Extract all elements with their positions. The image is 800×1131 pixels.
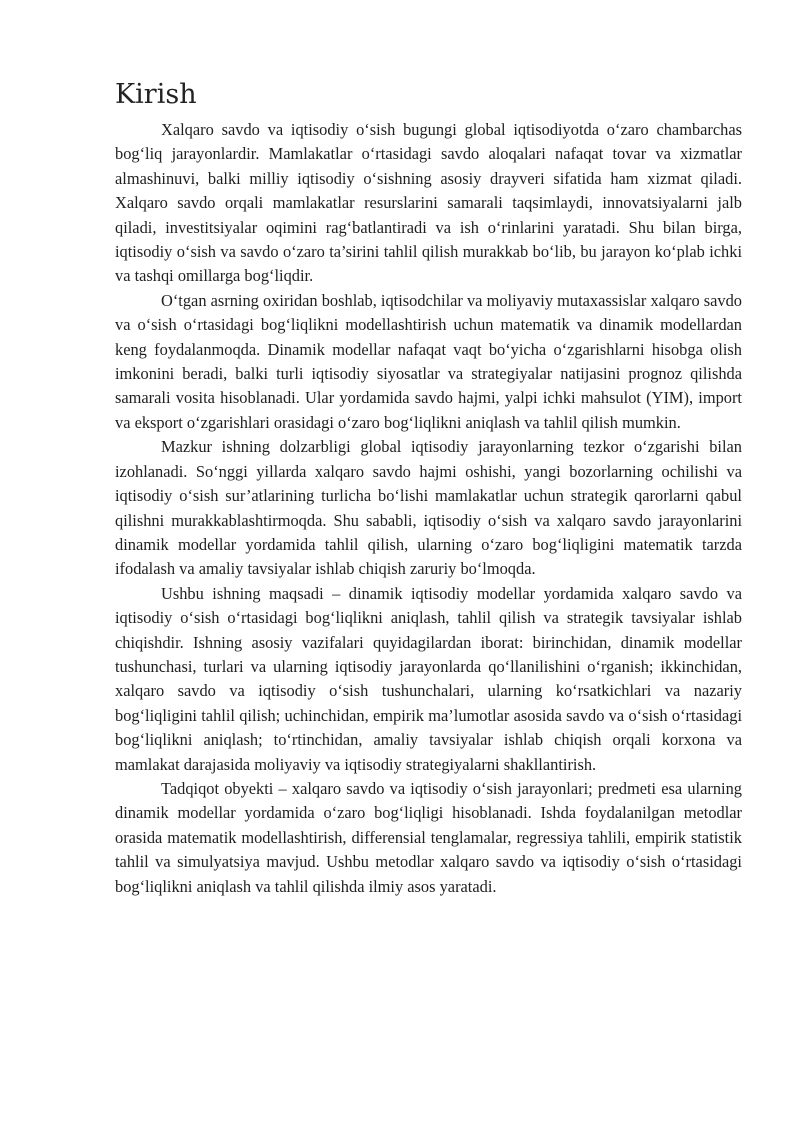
paragraph-intro: Xalqaro savdo va iqtisodiy o‘sish bugungi global iqtisodiyotda o‘zaro chambarchas bog‘liq jarayonlardir. Mamlakatlar o‘rtasidagi savdo aloqalari nafaqat tovar va xizmatlar almashinuvi, balki milliy iqtisodiy o‘sishning asosiy drayveri sifatida ham xizmat qiladi. Xalqaro savdo orqali mamlakatlar resurslarini samarali taqsimlaydi, innovatsiyalarni jalb qiladi, investitsiyalar oqimini rag‘batlantiradi va ish o‘rinlarini yaratadi. Shu bilan birga, iqtisodiy o‘sish va savdo o‘zaro ta’sirini tahlil qilish murakkab bo‘lib, bu jarayon ko‘plab ichki va tashqi omillarga bog‘liqdir.	[115, 120, 742, 286]
paragraph-relevance: Mazkur ishning dolzarbligi global iqtisodiy jarayonlarning tezkor o‘zgarishi bilan izohlanadi. So‘nggi yillarda xalqaro savdo hajmi oshishi, yangi bozorlarning ochilishi va iqtisodiy o‘sish sur’atlarining turlicha bo‘lishi mamlakatlar uchun strategik qarorlarni qabul qilishni murakkablashtirmoqda. Shu sababli, iqtisodiy o‘sish va xalqaro savdo jarayonlarini dinamik modellar yordamida tahlil qilish, ularning o‘zaro bog‘liqligini matematik tarzda ifodalash va amaliy tavsiyalar ishlab chiqish zaruriy bo‘lmoqda.	[115, 437, 742, 579]
document-page	[115, 76, 742, 899]
paragraph-goal: Ushbu ishning maqsadi – dinamik iqtisodiy modellar yordamida xalqaro savdo va iqtisodiy o‘sish o‘rtasidagi bog‘liqlikni aniqlash, tahlil qilish va strategik tavsiyalar ishlab chiqishdir. Ishning asosiy vazifalari quyidagilardan iborat: birinchidan, dinamik modellar tushunchasi, turlari va ularning iqtisodiy jarayonlarda qo‘llanilishini o‘rganish; ikkinchidan, xalqaro savdo va iqtisodiy o‘sish tushunchalari, ularning ko‘rsatkichlari va nazariy bog‘liqligini tahlil qilish; uchinchidan, empirik ma’lumotlar asosida savdo va o‘sish o‘rtasidagi bog‘liqlikni aniqlash; to‘rtinchidan, amaliy tavsiyalar ishlab chiqish orqali korxona va mamlakat darajasida moliyaviy va iqtisodiy strategiyalarni shakllantirish.	[115, 583, 742, 774]
paragraph-object: Tadqiqot obyekti – xalqaro savdo va iqtisodiy o‘sish jarayonlari; predmeti esa ularning dinamik modellar yordamida o‘zaro bog‘liqligi hisoblanadi. Ishda foydalanilgan metodlar orasida matematik modellashtirish, differensial tenglamalar, regressiya tahlili, empirik statistik tahlil va simulyatsiya mavjud. Ushbu metodlar xalqaro savdo va iqtisodiy o‘sish o‘rtasidagi bog‘liqlikni aniqlash va tahlil qilishda ilmiy asos yaratadi.	[115, 778, 742, 896]
paragraph-models: O‘tgan asrning oxiridan boshlab, iqtisodchilar va moliyaviy mutaxassislar xalqaro savdo va o‘sish o‘rtasidagi bog‘liqlikni modellashtirish uchun matematik va dinamik modellardan keng foydalanmoqda. Dinamik modellar nafaqat vaqt bo‘yicha o‘zgarishlarni hisobga olish imkonini beradi, balki turli iqtisodiy siyosatlar va strategiyalar natijasini prognoz qilishda samarali vosita hisoblanadi. Ular yordamida savdo hajmi, yalpi ichki mahsulot (YIM), import va eksport o‘zgarishlari orasidagi o‘zaro bog‘liqlikni aniqlash va tahlil qilish mumkin.	[115, 290, 742, 432]
section-heading: Kirish	[115, 79, 197, 110]
